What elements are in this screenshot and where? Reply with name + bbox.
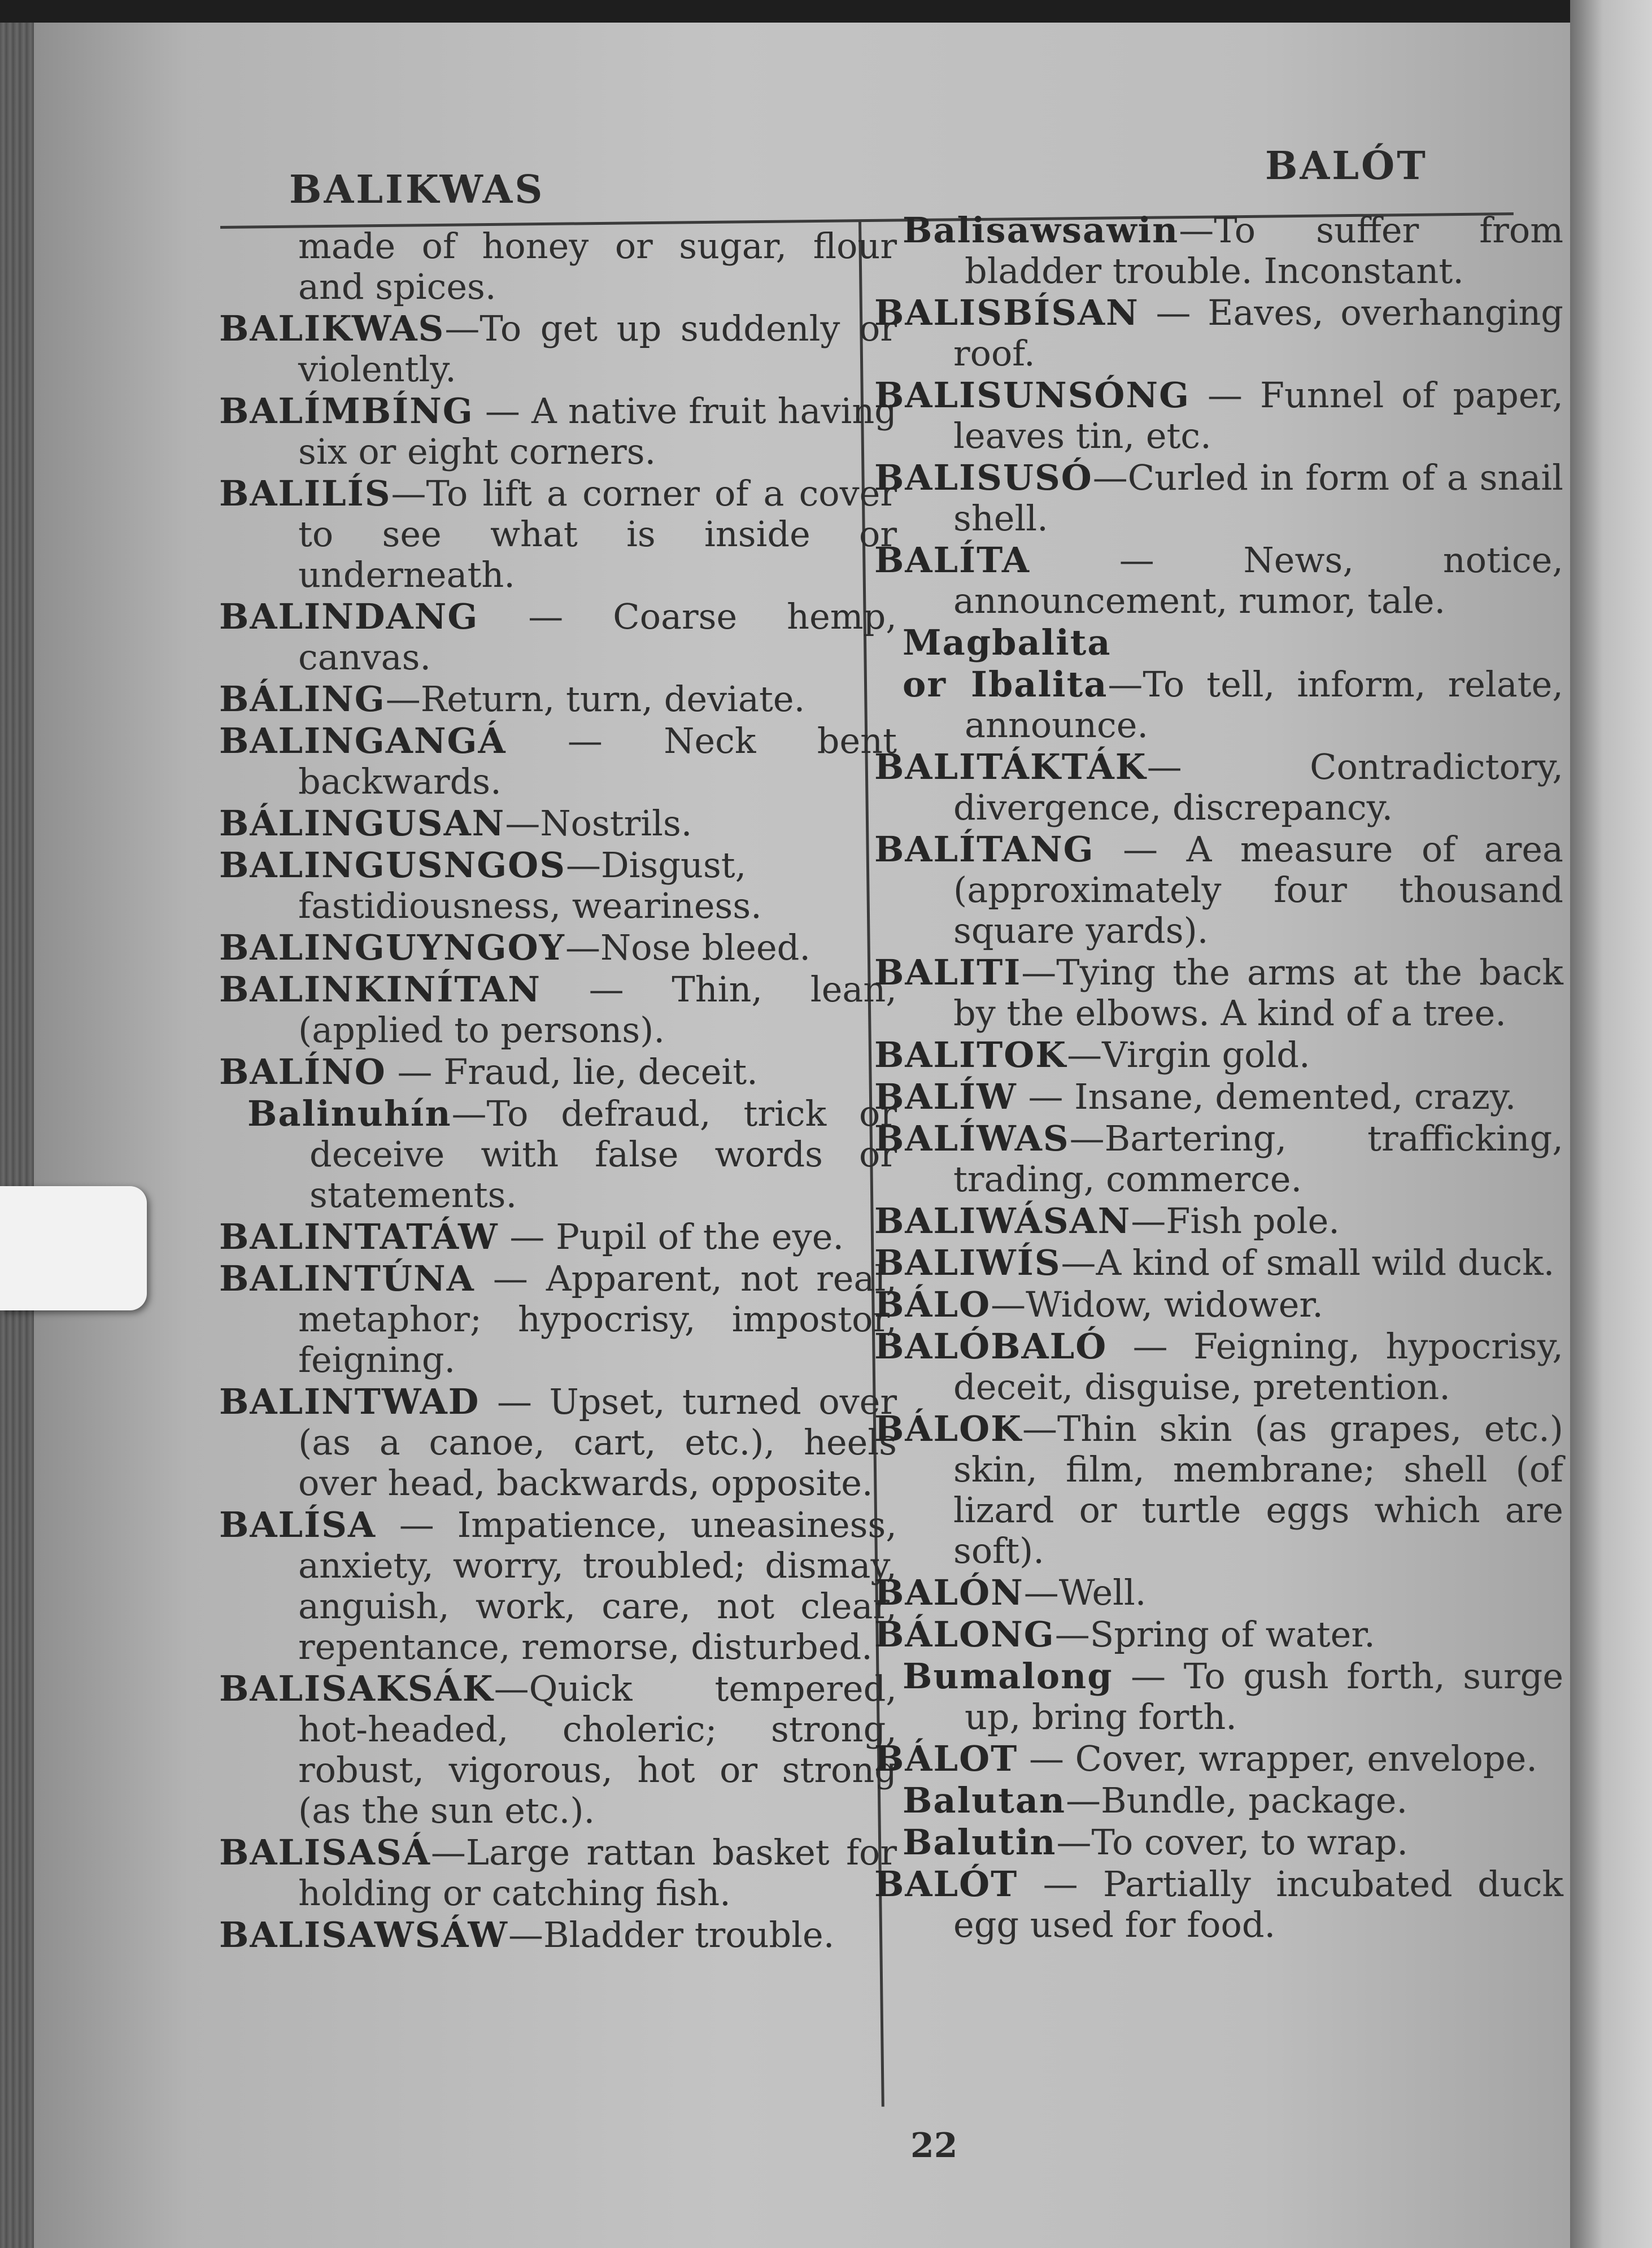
entry-separator: — (1190, 374, 1260, 416)
entry-separator: — (565, 927, 600, 968)
entry-headword: BALÍMBÍNG (219, 390, 474, 432)
dictionary-entry (219, 1258, 897, 1380)
entry-separator: — (385, 678, 421, 720)
entry-definition: To get up suddenly or violently. (298, 308, 897, 390)
entry-headword: BALÓN (874, 1572, 1024, 1613)
dictionary-entry (219, 927, 897, 968)
dictionary-entry (219, 391, 897, 472)
entry-definition: Tying the arms at the back by the elbows. A kind of a tree. (953, 952, 1563, 1034)
dictionary-entry (219, 969, 897, 1051)
entry-separator: — (480, 1381, 550, 1422)
entry-separator: — (1017, 1076, 1075, 1117)
entry-headword: BALINGANGÁ (219, 720, 507, 761)
dictionary-entry (219, 473, 897, 595)
entry-separator: — (376, 1504, 457, 1545)
entry-separator: — (444, 308, 480, 349)
entry-definition: Thin skin (as grapes, etc.) skin, film, membrane; shell (of lizard or turtle eggs which are soft). (953, 1408, 1563, 1571)
dictionary-entry (219, 1668, 897, 1831)
dictionary-entry (874, 1739, 1563, 1779)
dictionary-entry (219, 803, 897, 844)
entry-definition: Curled in form of a snail shell. (953, 457, 1563, 539)
entry-definition: Funnel of paper, leaves tin, etc. (953, 374, 1564, 456)
entry-headword: BALITÁKTÁK (874, 746, 1147, 787)
entry-separator: — (1018, 1738, 1075, 1779)
entry-definition: made of honey or sugar, flour and spices. (298, 225, 897, 307)
dictionary-entry (874, 1656, 1563, 1737)
right-column (874, 210, 1563, 1946)
dictionary-entry (874, 375, 1563, 456)
entry-definition: Upset, turned over (as a canoe, cart, etc.), heels over head, backwards, opposite. (298, 1381, 897, 1504)
entry-definition: Fraud, lie, deceit. (443, 1051, 758, 1092)
entry-definition: Insane, demented, crazy. (1074, 1076, 1516, 1117)
dictionary-entry (874, 1118, 1563, 1200)
entry-headword: Balutan (903, 1780, 1066, 1821)
dictionary-entry (219, 1505, 897, 1667)
dictionary-entry (874, 458, 1563, 539)
entry-separator: — (1018, 1863, 1104, 1905)
dictionary-entry (874, 1614, 1563, 1655)
entry-separator: — (1139, 292, 1208, 333)
entry-separator: — (508, 1914, 543, 1955)
entry-headword: Bumalong (903, 1655, 1113, 1697)
entry-definition: News, notice, announcement, rumor, tale. (953, 539, 1563, 621)
entry-definition: Bartering, trafficking, trading, commerce. (953, 1118, 1563, 1200)
entry-definition: Neck bent backwards. (298, 720, 897, 802)
entry-headword: BALÓT (874, 1863, 1018, 1905)
dictionary-entry (874, 829, 1563, 951)
dictionary-entry (874, 622, 1563, 663)
entry-definition: To defraud, trick or deceive with false words or statements. (310, 1093, 897, 1216)
entry-separator: — (1147, 746, 1310, 787)
entry-headword: BÁLINGUSAN (219, 803, 505, 844)
entry-definition: To tell, inform, relate, announce. (965, 664, 1563, 746)
running-head-right: BALÓT (1265, 143, 1428, 189)
entry-definition: Coarse hemp, canvas. (298, 596, 897, 678)
entry-headword: BALÍSA (219, 1504, 376, 1545)
entry-separator: — (451, 1093, 487, 1134)
entry-separator: — (473, 390, 531, 432)
entry-headword: BALISUNSÓNG (874, 374, 1191, 416)
entry-definition: Thin, lean, (applied to persons). (298, 969, 897, 1051)
dictionary-entry (219, 1052, 897, 1092)
entry-headword: BALÍNO (219, 1051, 386, 1092)
dictionary-entry (874, 1409, 1563, 1571)
entry-headword: BALÍW (874, 1076, 1017, 1117)
entry-separator: — (474, 1258, 546, 1299)
entry-definition: Apparent, not real, metaphor; hypocrisy, impostor, feigning. (298, 1258, 897, 1380)
dictionary-entry (219, 596, 897, 678)
dictionary-entry (874, 1822, 1563, 1863)
entry-headword: BALITI (874, 952, 1022, 993)
entry-definition: Cover, wrapper, envelope. (1075, 1738, 1537, 1779)
entry-definition: Nostrils. (540, 803, 692, 844)
dictionary-entry (874, 747, 1563, 828)
dictionary-entry (219, 721, 897, 802)
entry-definition: Spring of water. (1089, 1614, 1375, 1655)
entry-headword: BALILÍS (219, 473, 391, 514)
entry-definition: Quick tempered, hot-headed, choleric; strong, robust, vigorous, hot or strong (as the sun etc.). (298, 1668, 897, 1831)
dictionary-entry (219, 1382, 897, 1504)
entry-headword: BALINTWAD (219, 1381, 480, 1422)
page-number: 22 (910, 2126, 958, 2166)
entry-definition: A native fruit having six or eight corners. (298, 390, 897, 472)
page-edge (1570, 0, 1652, 2248)
entry-definition: Virgin gold. (1102, 1034, 1310, 1075)
entry-definition: Contradictory, divergence, discrepancy. (953, 746, 1563, 828)
entry-headword: Balisawsawin (903, 210, 1179, 251)
entry-headword: BALISAKSÁK (219, 1668, 494, 1709)
entry-headword: Balinuhín (247, 1093, 452, 1134)
entry-definition: To suffer from bladder trouble. Inconstant. (965, 210, 1563, 291)
entry-definition: Large rattan basket for holding or catching fish. (298, 1832, 897, 1914)
dictionary-entry (874, 1035, 1563, 1075)
entry-separator: — (1023, 1572, 1059, 1613)
entry-separator: — (498, 1216, 556, 1257)
entry-separator: — (1022, 1408, 1057, 1449)
entry-separator: — (565, 844, 601, 886)
entry-headword: BALINGUSNGOS (219, 844, 566, 886)
entry-headword: Balutin (903, 1822, 1057, 1863)
book-spine (0, 23, 34, 2248)
entry-headword: BALIWÁSAN (874, 1200, 1131, 1241)
dictionary-entry (874, 1326, 1563, 1408)
entry-separator: — (1030, 539, 1244, 581)
entry-headword: BALINTÚNA (219, 1258, 475, 1299)
entry-separator: — (1056, 1822, 1092, 1863)
entry-definition: To lift a corner of a cover to see what is inside or underneath. (298, 473, 897, 595)
dictionary-entry (219, 1915, 897, 1955)
entry-separator: — (1061, 1242, 1096, 1283)
entry-headword: BALISBÍSAN (874, 292, 1139, 333)
entry-headword: BALINGUYNGOY (219, 927, 565, 968)
entry-headword: BALISAWSÁW (219, 1914, 508, 1955)
entry-separator: — (478, 596, 613, 637)
entry-separator: — (1179, 210, 1214, 251)
entry-headword: BALÍWAS (874, 1118, 1070, 1159)
page-marker-tab (0, 1186, 147, 1310)
entry-headword: BÁLONG (874, 1614, 1055, 1655)
entry-definition: To cover, to wrap. (1091, 1822, 1409, 1863)
entry-definition: Widow, widower. (1026, 1284, 1323, 1325)
entry-separator: — (1054, 1614, 1090, 1655)
entry-separator: — (991, 1284, 1026, 1325)
entry-separator: — (1094, 829, 1187, 870)
dictionary-entry (874, 952, 1563, 1034)
dictionary-entry (219, 308, 897, 390)
entry-headword: BALITOK (874, 1034, 1067, 1075)
entry-definition: Disgust, fastidiousness, weariness. (298, 844, 762, 926)
dictionary-entry (874, 1201, 1563, 1241)
entry-separator: — (1107, 1326, 1194, 1367)
entry-headword: BALÓBALÓ (874, 1326, 1108, 1367)
entry-separator: — (1069, 1118, 1105, 1159)
entry-separator: — (1113, 1655, 1184, 1697)
entry-definition: A kind of small wild duck. (1096, 1242, 1555, 1283)
entry-definition: Nose bleed. (600, 927, 811, 968)
entry-headword: BÁLOK (874, 1408, 1022, 1449)
dictionary-entry (219, 1093, 897, 1216)
entry-headword: or Ibalita (903, 664, 1108, 705)
entry-separator: — (391, 473, 426, 514)
entry-definition: Return, turn, deviate. (420, 678, 805, 720)
entry-headword: BÁLING (219, 678, 386, 720)
entry-separator: — (1066, 1780, 1101, 1821)
entry-definition: Impatience, uneasiness, anxiety, worry, troubled; dismay, anguish, work, care, not clear, repentance, remorse, disturbed. (298, 1504, 897, 1667)
dictionary-entry (874, 664, 1563, 746)
entry-definition: Well. (1058, 1572, 1147, 1613)
entry-definition: Eaves, overhanging roof. (953, 292, 1563, 374)
entry-definition: Feigning, hypocrisy, deceit, disguise, pretention. (953, 1326, 1563, 1408)
entry-separator: — (541, 969, 672, 1010)
dictionary-entry (874, 1780, 1563, 1821)
dictionary-entry (874, 1243, 1563, 1283)
entry-separator: — (386, 1051, 444, 1092)
dictionary-entry (219, 1217, 897, 1257)
entry-definition: Bundle, package. (1101, 1780, 1408, 1821)
dictionary-entry (874, 1864, 1563, 1945)
entry-separator: — (1092, 457, 1128, 498)
entry-headword: BALÍTANG (874, 829, 1095, 870)
entry-definition: Fish pole. (1166, 1200, 1340, 1241)
entry-separator: — (1021, 952, 1057, 993)
dictionary-entry (219, 1832, 897, 1914)
entry-headword: BALINTATÁW (219, 1216, 499, 1257)
dictionary-entry (219, 226, 897, 307)
entry-definition: A measure of area (approximately four thousand square yards). (953, 829, 1564, 951)
entry-definition: Pupil of the eye. (556, 1216, 844, 1257)
dictionary-entry (219, 845, 897, 926)
entry-separator: — (1067, 1034, 1102, 1075)
entry-definition: Bladder trouble. (543, 1914, 835, 1955)
dictionary-entry (874, 210, 1563, 291)
entry-headword: BALIKWAS (219, 308, 445, 349)
dictionary-entry (219, 679, 897, 720)
entry-separator: — (505, 803, 541, 844)
entry-headword: BALISASÁ (219, 1832, 431, 1873)
entry-separator: — (494, 1668, 529, 1709)
entry-separator: — (430, 1832, 466, 1873)
book-top-edge (0, 0, 1652, 23)
left-column (219, 226, 897, 1957)
dictionary-entry (874, 1077, 1563, 1117)
entry-separator: — (506, 720, 664, 761)
entry-headword: BALÍTA (874, 539, 1030, 581)
dictionary-entry (874, 1572, 1563, 1613)
entry-headword: BÁLO (874, 1284, 991, 1325)
entry-headword: Magbalita (903, 622, 1111, 663)
dictionary-entry (874, 293, 1563, 374)
entry-definition: To gush forth, surge up, bring forth. (965, 1655, 1564, 1737)
entry-headword: BALIWÍS (874, 1242, 1061, 1283)
dictionary-entry (874, 540, 1563, 621)
entry-headword: BALINKINÍTAN (219, 969, 541, 1010)
entry-headword: BÁLOT (874, 1738, 1018, 1779)
entry-headword: BALISUSÓ (874, 457, 1093, 498)
running-head-left: BALIKWAS (289, 167, 545, 212)
entry-definition: Partially incubated duck egg used for food. (953, 1863, 1563, 1945)
entry-headword: BALINDANG (219, 596, 479, 637)
entry-separator: — (1131, 1200, 1166, 1241)
dictionary-entry (874, 1284, 1563, 1325)
entry-separator: — (1108, 664, 1143, 705)
